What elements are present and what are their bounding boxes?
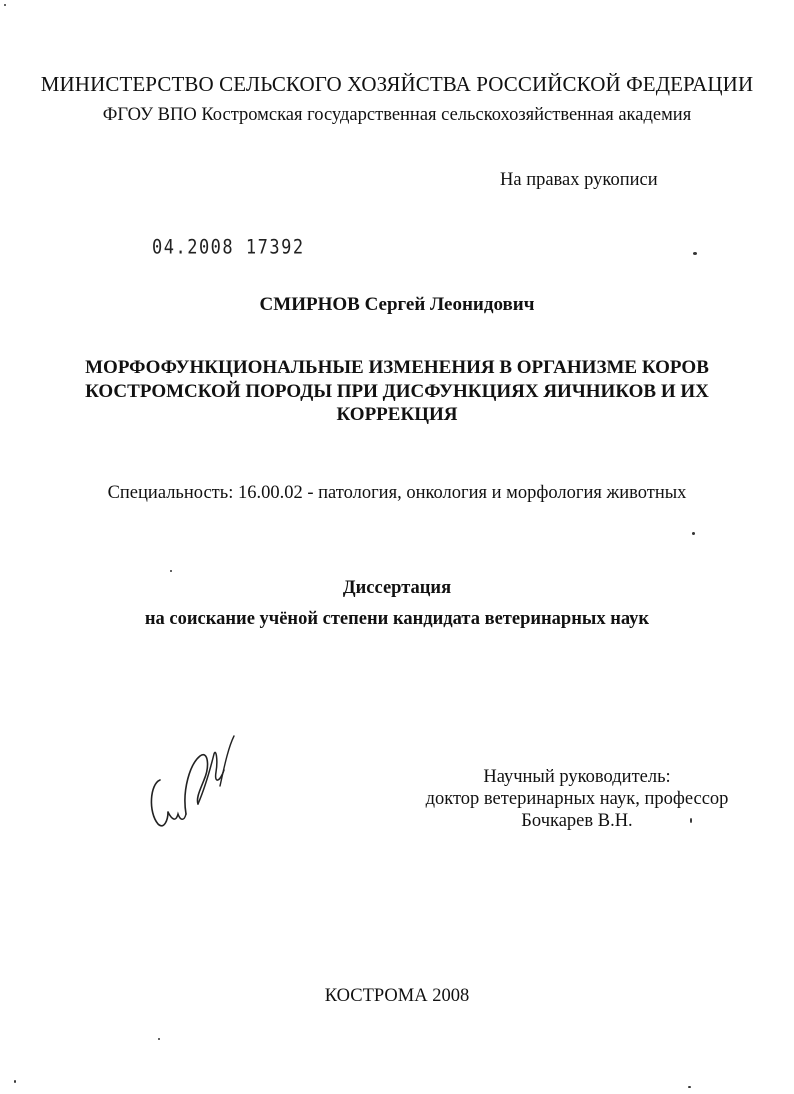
supervisor-label: Научный руководитель: bbox=[483, 767, 671, 787]
scan-speck bbox=[690, 818, 692, 823]
author-name: СМИРНОВ Сергей Леонидович bbox=[259, 294, 535, 315]
academy-heading: ФГОУ ВПО Костромская государственная сельскохозяйственная академия bbox=[102, 105, 692, 125]
city-year: КОСТРОМА 2008 bbox=[324, 986, 470, 1006]
handwritten-signature bbox=[138, 720, 248, 840]
scan-speck bbox=[4, 4, 6, 6]
dissertation-label: Диссертация bbox=[342, 578, 452, 598]
scan-speck bbox=[14, 1080, 16, 1083]
dissertation-title bbox=[0, 356, 794, 427]
ministry-heading: МИНИСТЕРСТВО СЕЛЬСКОГО ХОЗЯЙСТВА РОССИЙСКОЙ ФЕДЕРАЦИИ bbox=[40, 72, 754, 96]
scan-speck bbox=[158, 1038, 160, 1040]
library-stamp-number: 04.2008 17392 bbox=[152, 236, 305, 259]
scan-speck bbox=[693, 252, 697, 255]
scan-speck bbox=[170, 570, 172, 572]
scan-speck bbox=[688, 1086, 691, 1088]
specialty-line: Специальность: 16.00.02 - патология, онкология и морфология животных bbox=[107, 483, 687, 503]
supervisor-title: доктор ветеринарных наук, профессор bbox=[425, 789, 729, 809]
supervisor-name: Бочкарев В.Н. bbox=[521, 811, 633, 831]
rights-note: На правах рукописи bbox=[500, 170, 658, 190]
scan-speck bbox=[692, 532, 695, 535]
title-line: КОРРЕКЦИЯ bbox=[336, 404, 458, 425]
title-line: КОСТРОМСКОЙ ПОРОДЫ ПРИ ДИСФУНКЦИЯХ ЯИЧНИКОВ И ИХ bbox=[85, 380, 709, 402]
supervisor-block bbox=[412, 766, 742, 832]
degree-line: на соискание учёной степени кандидата ветеринарных наук bbox=[144, 609, 650, 629]
title-line: МОРФОФУНКЦИОНАЛЬНЫЕ ИЗМЕНЕНИЯ В ОРГАНИЗМЕ КОРОВ bbox=[85, 357, 709, 378]
